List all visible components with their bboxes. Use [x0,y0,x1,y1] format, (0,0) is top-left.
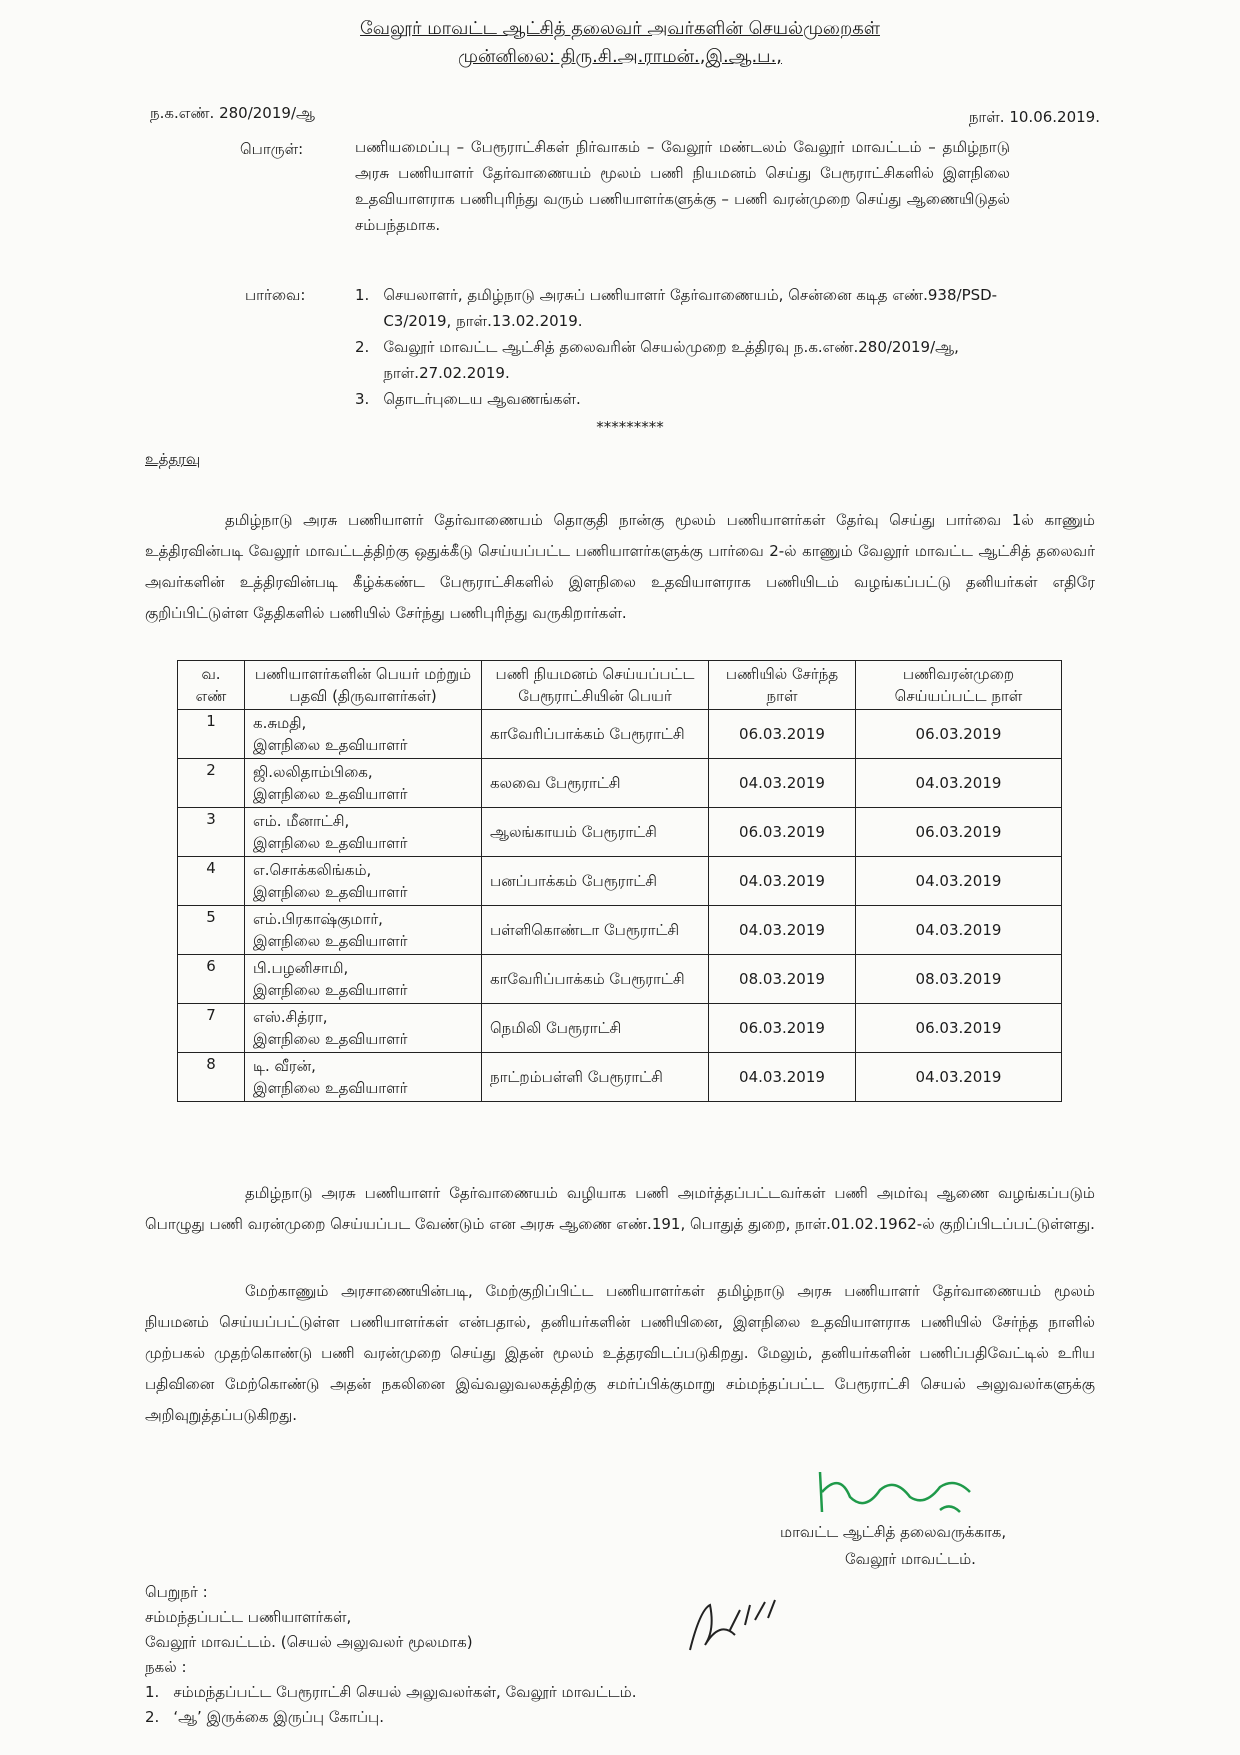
cell-sno: 5 [178,906,245,955]
col-header-sno: வ. எண் [178,661,245,710]
table-row [178,955,1062,1004]
cell-name: ஜி.லலிதாம்பிகை, இளநிலை உதவியாளர் [245,759,482,808]
cell-joined: 08.03.2019 [709,955,856,1004]
staff-table [177,660,1062,1102]
cell-town: பனப்பாக்கம் பேரூராட்சி [482,857,709,906]
recipients-line: சம்மந்தப்பட்ட பணியாளர்கள், [145,1608,352,1626]
recipients-label: பெறுநர் : [145,1583,208,1601]
cell-regularised: 04.03.2019 [856,857,1062,906]
references-label: பார்வை: [245,286,306,304]
cell-regularised: 06.03.2019 [856,808,1062,857]
col-header-name: பணியாளர்களின் பெயர் மற்றும் பதவி (திருவாளர்கள்) [245,661,482,710]
cell-regularised: 08.03.2019 [856,955,1062,1004]
cell-town: கலவை பேரூராட்சி [482,759,709,808]
col-header-town: பணி நியமனம் செய்யப்பட்ட பேரூராட்சியின் பெயர் [482,661,709,710]
document-date: நாள். 10.06.2019. [968,108,1100,126]
cell-name: எஸ்.சித்ரா, இளநிலை உதவியாளர் [245,1004,482,1053]
cell-regularised: 06.03.2019 [856,710,1062,759]
cell-joined: 04.03.2019 [709,906,856,955]
cell-sno: 3 [178,808,245,857]
cell-joined: 04.03.2019 [709,759,856,808]
table-row [178,759,1062,808]
cell-sno: 2 [178,759,245,808]
copy-item: 1. சம்மந்தப்பட்ட பேரூராட்சி செயல் அலுவலர்கள், வேலூர் மாவட்டம். [145,1683,637,1701]
table-row [178,1004,1062,1053]
cell-town: பள்ளிகொண்டா பேரூராட்சி [482,906,709,955]
subject-text: பணியமைப்பு – பேரூராட்சிகள் நிர்வாகம் – வேலூர் மண்டலம் வேலூர் மாவட்டம் – தமிழ்நாடு அரசு பணியாளர் தேர்வாணையம் மூலம் பணி நியமனம் செய்து பேரூராட்சிகளில் இளநிலை உதவியாளராக பணிபுரிந்து வரும் பணியாளர்களுக்கு – பணி வரன்முறை செய்து ஆணையிடுதல் சம்பந்தமாக. [355,138,1010,234]
table-row [178,857,1062,906]
cell-regularised: 06.03.2019 [856,1004,1062,1053]
table-row [178,808,1062,857]
reference-item: 2. வேலூர் மாவட்ட ஆட்சித் தலைவரின் செயல்முறை உத்திரவு ந.க.எண்.280/2019/ஆ, நாள்.27.02.2019. [355,338,959,382]
document-title: வேலூர் மாவட்ட ஆட்சித் தலைவர் அவர்களின் செயல்முறைகள் [360,18,880,39]
cell-name: க.சுமதி, இளநிலை உதவியாளர் [245,710,482,759]
table-header-row [178,661,1062,710]
cell-regularised: 04.03.2019 [856,906,1062,955]
reference-item: 3. தொடர்புடைய ஆவணங்கள். [355,390,581,408]
order-heading: உத்தரவு [145,450,201,468]
cell-joined: 04.03.2019 [709,857,856,906]
cell-town: காவேரிப்பாக்கம் பேரூராட்சி [482,955,709,1004]
reference-number: ந.க.எண். 280/2019/ஆ [150,104,315,122]
cell-town: நாட்றம்பள்ளி பேரூராட்சி [482,1053,709,1102]
copy-item: 2. ‘ஆ’ இருக்கை இருப்பு கோப்பு. [145,1708,384,1726]
cell-regularised: 04.03.2019 [856,759,1062,808]
cell-regularised: 04.03.2019 [856,1053,1062,1102]
cell-name: எம். மீனாட்சி, இளநிலை உதவியாளர் [245,808,482,857]
copy-label: நகல் : [145,1658,187,1676]
signature-mark [810,1462,990,1522]
cell-joined: 06.03.2019 [709,808,856,857]
cell-joined: 04.03.2019 [709,1053,856,1102]
cell-name: எம்.பிரகாஷ்குமார், இளநிலை உதவியாளர் [245,906,482,955]
cell-name: எ.சொக்கலிங்கம், இளநிலை உதவியாளர் [245,857,482,906]
table-row [178,1053,1062,1102]
table-row [178,710,1062,759]
cell-sno: 1 [178,710,245,759]
cell-sno: 8 [178,1053,245,1102]
col-header-regularised: பணிவரன்முறை செய்யப்பட்ட நாள் [856,661,1062,710]
cell-town: காவேரிப்பாக்கம் பேரூராட்சி [482,710,709,759]
references-list [355,282,1010,412]
cell-sno: 4 [178,857,245,906]
reference-item: 1. செயலாளர், தமிழ்நாடு அரசுப் பணியாளர் தேர்வாணையம், சென்னை கடித எண்.938/PSD-C3/2019, நாள்.13.02.2019. [355,286,998,330]
table-row [178,906,1062,955]
col-header-joined: பணியில் சேர்ந்த நாள் [709,661,856,710]
initials-mark [680,1590,790,1660]
signatory-designation: மாவட்ட ஆட்சித் தலைவருக்காக, [780,1523,1007,1541]
cell-sno: 7 [178,1004,245,1053]
document-subtitle: முன்னிலை: திரு.சி.அ.ராமன்.,இ.ஆ.ப., [457,46,783,67]
cell-sno: 6 [178,955,245,1004]
cell-name: பி.பழனிசாமி, இளநிலை உதவியாளர் [245,955,482,1004]
paragraph-1: தமிழ்நாடு அரசு பணியாளர் தேர்வாணையம் தொகுதி நான்கு மூலம் பணியாளர்கள் தேர்வு செய்து பார்வை 1ல் காணும் உத்திரவின்படி வேலூர் மாவட்டத்திற்கு ஒதுக்கீடு செய்யப்பட்ட பணியாளர்களுக்கு பார்வை 2-ல் காணும் வேலூர் மாவட்ட ஆட்சித் தலைவர் அவர்களின் உத்திரவின்படி கீழ்க்கண்ட பேரூராட்சிகளில் இளநிலை உதவியாளராக பணியிடம் வழங்கப்பட்டு தனியர்கள் எதிரே குறிப்பிட்டுள்ள தேதிகளில் பணியில் சேர்ந்து பணிபுரிந்து வருகிறார்கள். [145,511,1095,622]
cell-name: டி. வீரன், இளநிலை உதவியாளர் [245,1053,482,1102]
cell-town: நெமிலி பேரூராட்சி [482,1004,709,1053]
paragraph-2: தமிழ்நாடு அரசு பணியாளர் தேர்வாணையம் வழியாக பணி அமர்த்தப்பட்டவர்கள் பணி அமர்வு ஆணை வழங்கப்படும் பொழுது பணி வரன்முறை செய்யப்பட வேண்டும் என அரசு ஆணை எண்.191, பொதுத் துறை, நாள்.01.02.1962-ல் குறிப்பிடப்பட்டுள்ளது. [145,1184,1095,1233]
separator: ********* [596,418,664,436]
subject-label: பொருள்: [240,140,304,158]
signatory-district: வேலூர் மாவட்டம். [845,1550,976,1568]
cell-joined: 06.03.2019 [709,710,856,759]
paragraph-3: மேற்காணும் அரசாணையின்படி, மேற்குறிப்பிட்ட பணியாளர்கள் தமிழ்நாடு அரசு பணியாளர் தேர்வாணையம் மூலம் நியமனம் செய்யப்பட்டுள்ள பணியாளர்கள் என்பதால், தனியர்களின் பணியினை, இளநிலை உதவியாளராக பணியில் சேர்ந்த நாளில் முற்பகல் முதற்கொண்டு பணி வரன்முறை செய்து இதன் மூலம் உத்தரவிடப்படுகிறது. மேலும், தனியர்களின் பணிப்பதிவேட்டில் உரிய பதிவினை மேற்கொண்டு அதன் நகலினை இவ்வலுவலகத்திற்கு சமர்ப்பிக்குமாறு சம்மந்தப்பட்ட பேரூராட்சி செயல் அலுவலர்களுக்கு அறிவுறுத்தப்படுகிறது. [145,1282,1095,1424]
cell-joined: 06.03.2019 [709,1004,856,1053]
cell-town: ஆலங்காயம் பேரூராட்சி [482,808,709,857]
recipients-line: வேலூர் மாவட்டம். (செயல் அலுவலர் மூலமாக) [145,1633,473,1651]
recipients-block [145,1580,636,1730]
